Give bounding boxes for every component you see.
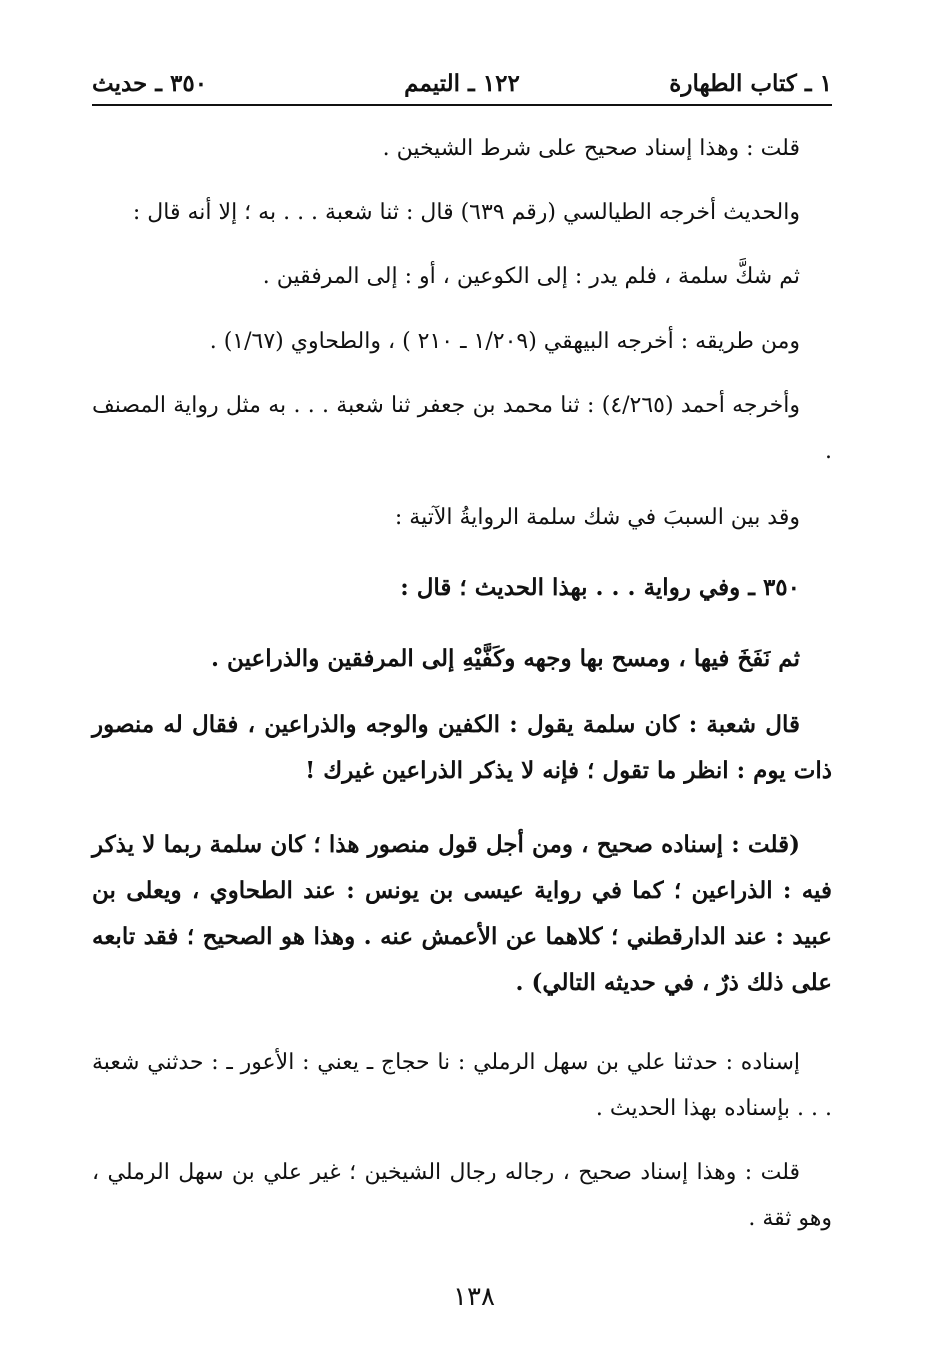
page-body [92, 0, 832, 1371]
paragraph-takhrij-tayalisi: والحديث أخرجه الطيالسي (رقم ٦٣٩) قال : ثنا شعبة . . . به ؛ إلا أنه قال : [132, 200, 800, 225]
paragraph-isnad: إسناده : حدثنا علي بن سهل الرملي : نا حجاج ـ يعني : الأعور ـ : حدثني شعبة . . . بإسناده بهذا الحديث . [92, 1050, 832, 1121]
paragraph-ahmad: وأخرجه أحمد (٤/٢٦٥) : ثنا محمد بن جعفر ثنا شعبة . . . به مثل رواية المصنف . [92, 393, 832, 464]
paragraph-quote-shak: ثم شكَّ سلمة ، فلم يدر : إلى الكوعين ، أو : إلى المرفقين . [262, 264, 800, 289]
paragraph-comment-final: قلت : وهذا إسناد صحيح ، رجاله رجال الشيخين ؛ غير علي بن سهل الرملي ، وهو ثقة . [92, 1160, 832, 1231]
hadith-350-text: ثم نَفَخَ فيها ، ومسح بها وجهه وكَفَّيْهِ إلى المرفقين والذراعين . [211, 645, 800, 672]
header-hadith-number: ٣٥٠ ـ حديث [92, 70, 208, 97]
header-book-title: ١ ـ كتاب الطهارة [669, 70, 832, 97]
paragraph-bayhaqi: ومن طريقه : أخرجه البيهقي (١/٢٠٩ ـ ٢١٠ ) ، والطحاوي (١/٦٧) . [209, 329, 800, 354]
paragraph-comment-1: قلت : وهذا إسناد صحيح على شرط الشيخين . [382, 136, 800, 161]
header-chapter-title: ١٢٢ ـ التيمم [404, 70, 520, 97]
page-number: ١٣٨ [453, 1282, 495, 1312]
paragraph-sabab: وقد بين السببَ في شك سلمة الروايةُ الآتية : [394, 505, 800, 530]
hadith-350-heading: ٣٥٠ ـ وفي رواية . . . بهذا الحديث ؛ قال : [400, 574, 800, 601]
hadith-350-shuba: قال شعبة : كان سلمة يقول : الكفين والوجه والذراعين ، فقال له منصور ذات يوم : انظر ما تقول ؛ فإنه لا يذكر الذراعين غيرك ! [92, 711, 832, 784]
paragraph-comment-bold: (قلت : إسناده صحيح ، ومن أجل قول منصور هذا ؛ كان سلمة ربما لا يذكر فيه : الذراعين ؛ كما في رواية عيسى بن يونس : عند الطحاوي ، ويعلى بن عبيد : عند الدارقطني ؛ كلاهما عن الأعمش عنه . وهذا هو الصحيح ؛ فقد تابعه على ذلك ذرٌ ، في حديثه التالي) . [92, 831, 832, 996]
